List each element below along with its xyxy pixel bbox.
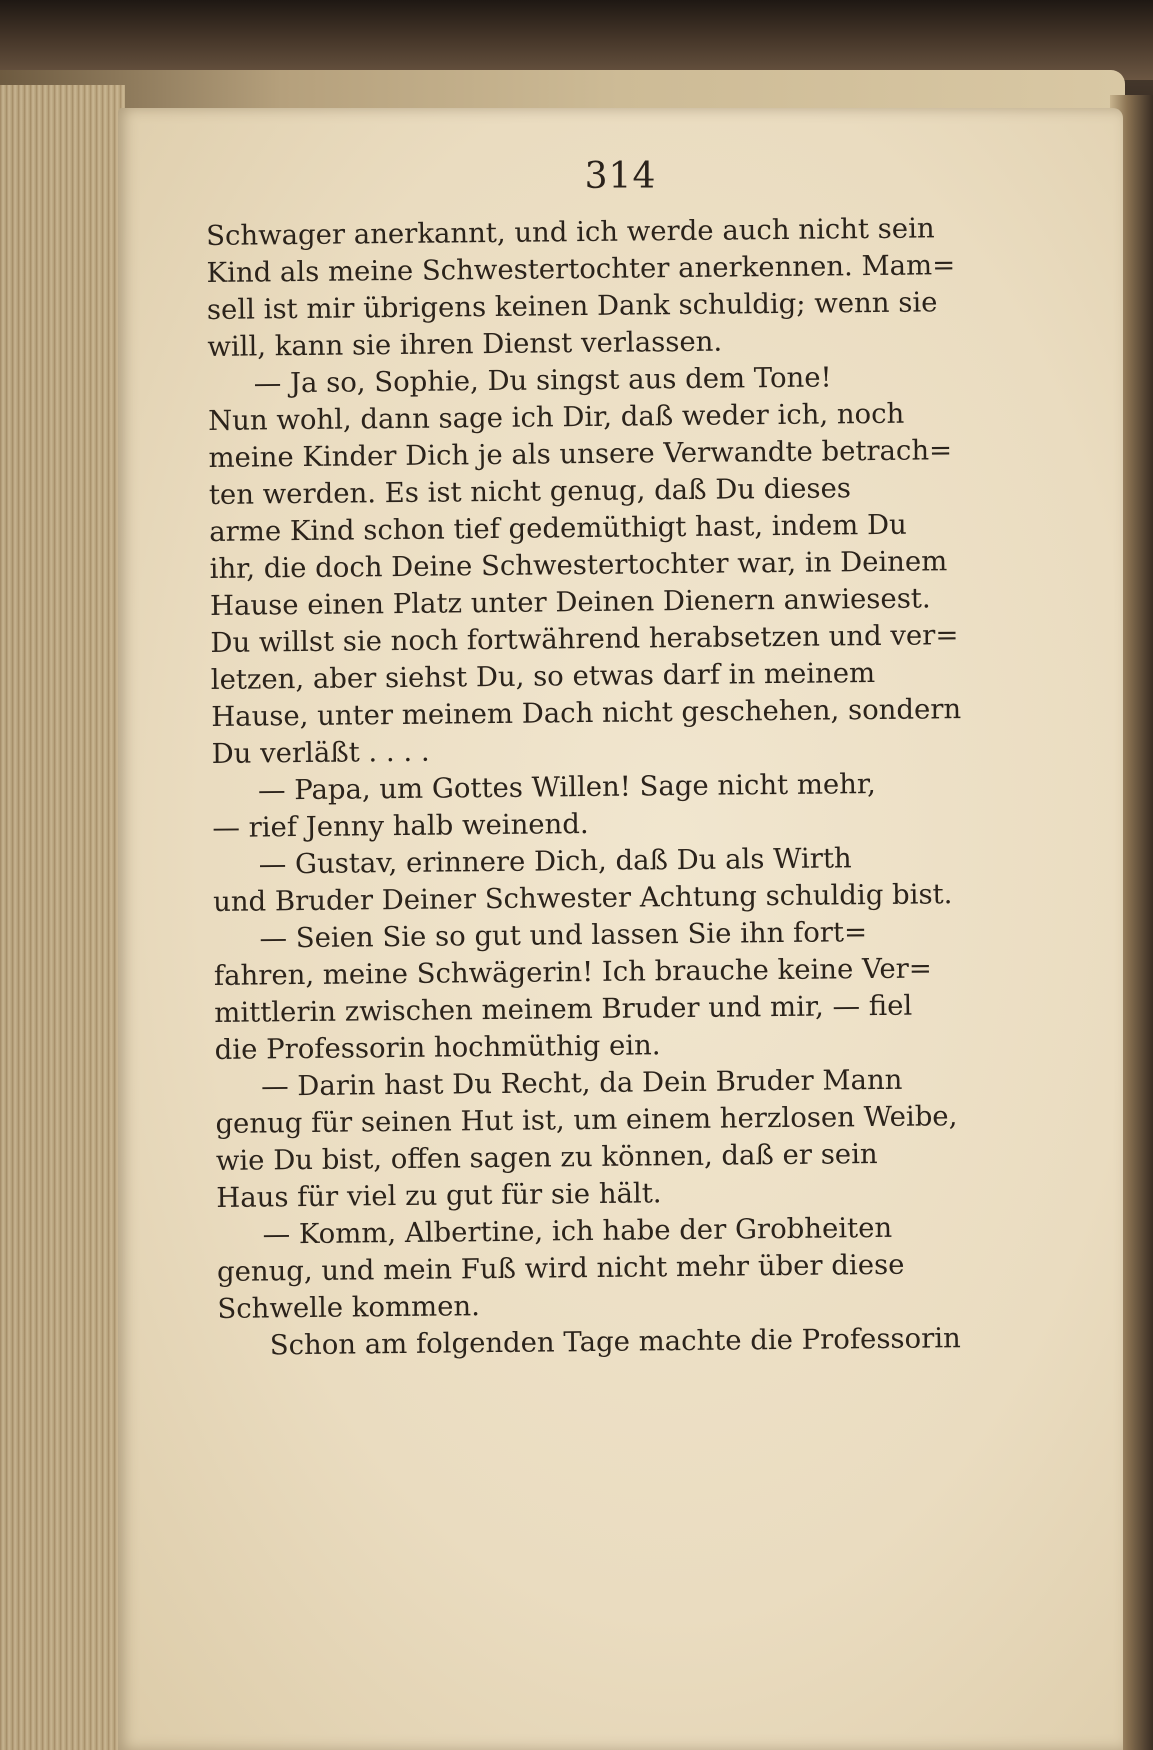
text-line: — Darin hast Du Recht, da Dein Bruder Mann — [260, 1063, 903, 1103]
text-line: ten werden. Es ist nicht genug, daß Du dieses — [208, 472, 852, 511]
text-line: Hause, unter meinem Dach nicht geschehen, sondern — [211, 693, 962, 733]
text-line: Schon am folgenden Tage machte die Professorin — [269, 1322, 961, 1362]
text-line: Du verläßt . . . . — [211, 735, 430, 770]
text-line: Kind als meine Schwestertochter anerkennen. Mam= — [206, 249, 956, 289]
text-line: wie Du bist, offen sagen zu können, daß er sein — [215, 1138, 878, 1177]
text-line: arme Kind schon tief gedemüthigt hast, indem Du — [209, 508, 907, 548]
text-line: — Ja so, Sophie, Du singst aus dem Tone! — [253, 361, 832, 400]
text-line: letzen, aber siehst Du, so etwas darf in meinem — [210, 657, 876, 696]
text-line: Nun wohl, dann sage ich Dir, daß weder ich, noch — [207, 397, 905, 437]
text-line: meine Kinder Dich je als unsere Verwandte betrach= — [208, 434, 953, 474]
page-edges — [0, 85, 125, 1750]
text-line: — Seien Sie so gut und lassen Sie ihn fort= — [259, 916, 868, 955]
text-line: sell ist mir übrigens keinen Dank schuldig; wenn sie — [206, 286, 938, 326]
text-line: die Professorin hochmüthig ein. — [214, 1029, 661, 1066]
text-line: ihr, die doch Deine Schwestertochter war, in Deinem — [209, 545, 948, 585]
page-number: 314 — [584, 156, 657, 197]
text-line: — Papa, um Gottes Willen! Sage nicht mehr, — [257, 768, 876, 807]
text-line: — rief Jenny halb weinend. — [212, 808, 589, 844]
text-line: — Komm, Albertine, ich habe der Grobheiten — [262, 1211, 893, 1251]
text-line: Hause einen Platz unter Deinen Dienern anwiesest. — [209, 582, 931, 622]
page-text — [206, 209, 1058, 1365]
text-line: fahren, meine Schwägerin! Ich brauche keine Ver= — [213, 952, 933, 992]
book-cover-edge — [0, 0, 1153, 80]
text-line: — Gustav, erinnere Dich, daß Du als Wirth — [258, 842, 852, 881]
text-line: und Bruder Deiner Schwester Achtung schuldig bist. — [212, 878, 953, 918]
book-page — [118, 108, 1123, 1750]
text-line: Schwelle kommen. — [217, 1290, 481, 1325]
text-line: Haus für viel zu gut für sie hält. — [216, 1177, 662, 1214]
text-line: mittlerin zwischen meinem Bruder und mir, — fiel — [214, 989, 913, 1029]
text-line: genug für seinen Hut ist, um einem herzlosen Weibe, — [215, 1100, 958, 1140]
text-line: Schwager anerkannt, und ich werde auch nicht sein — [206, 212, 935, 252]
text-line: Du willst sie noch fortwährend herabsetzen und ver= — [210, 619, 959, 659]
text-line: genug, und mein Fuß wird nicht mehr über diese — [216, 1248, 905, 1288]
text-line: will, kann sie ihren Dienst verlassen. — [207, 325, 723, 363]
